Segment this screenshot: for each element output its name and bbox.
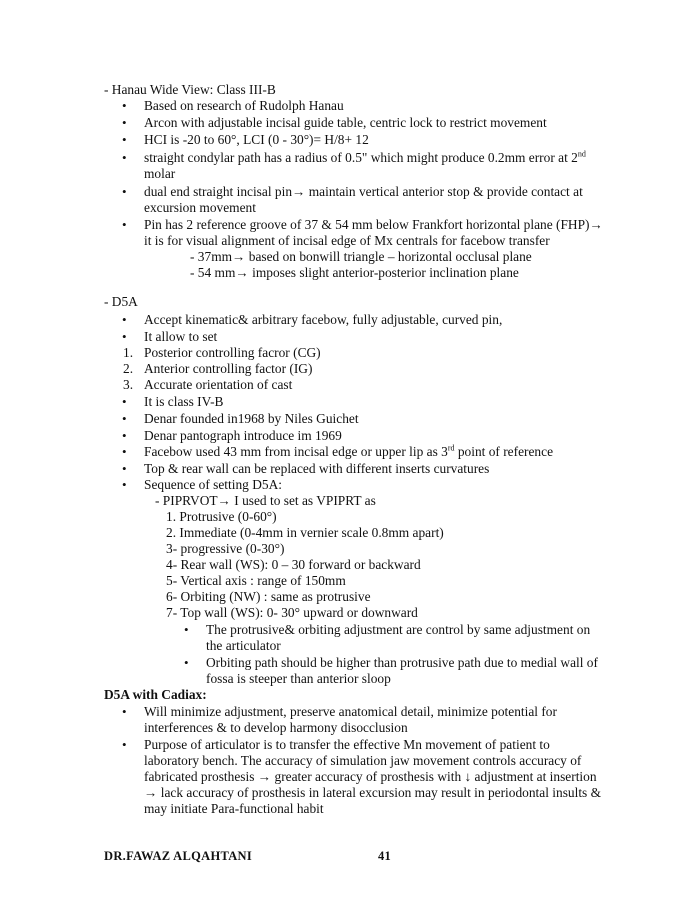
d5a-seq-3: 3- progressive (0-30°): [166, 541, 285, 556]
cadiax-bullet-2-cont-4: may initiate Para-functional habit: [144, 801, 324, 816]
hanau-bullet-6-cont: it is for visual alignment of incisal edge of Mx centrals for facebow transfer: [144, 233, 550, 248]
d5a-sub-bullet-2-cont: fossa is steeper than anterior sloop: [206, 671, 391, 686]
hanau-sub-54mm: - 54 mm→ imposes slight anterior-posterior inclination plane: [190, 265, 519, 280]
d5a-bullet-7: • Top & rear wall can be replaced with different inserts curvatures: [144, 461, 489, 477]
d5a-sequence-intro: - PIPRVOT→ I used to set as VPIPRT as: [155, 493, 376, 508]
d5a-sub-bullet-1-cont: the articulator: [206, 638, 281, 653]
d5a-number-1: 1.: [123, 345, 134, 360]
d5a-seq-4: 4- Rear wall (WS): 0 – 30 forward or backward: [166, 557, 421, 572]
d5a-bullet-4: • Denar founded in1968 by Niles Guichet: [144, 411, 359, 427]
d5a-seq-6: 6- Orbiting (NW) : same as protrusive: [166, 589, 371, 604]
d5a-bullet-2: • It allow to set: [144, 329, 217, 345]
d5a-bullet-3: • It is class IV-B: [144, 394, 223, 410]
d5a-item-2: Anterior controlling factor (IG): [144, 361, 313, 376]
hanau-bullet-4: • straight condylar path has a radius of 0.5" which might produce 0.2mm error at 2nd: [144, 150, 586, 166]
cadiax-bullet-2-cont-3: → lack accuracy of prosthesis in lateral excursion may result in periodontal insults &: [144, 785, 602, 800]
d5a-bullet-5: • Denar pantograph introduce im 1969: [144, 428, 342, 444]
footer-author: DR.FAWAZ ALQAHTANI: [104, 849, 253, 863]
hanau-sub-37mm: - 37mm→ based on bonwill triangle – horizontal occlusal plane: [190, 249, 532, 264]
hanau-bullet-1: • Based on research of Rudolph Hanau: [144, 98, 344, 114]
d5a-seq-7: 7- Top wall (WS): 0- 30° upward or downward: [166, 605, 418, 620]
d5a-seq-5: 5- Vertical axis : range of 150mm: [166, 573, 346, 588]
d5a-seq-1: 1. Protrusive (0-60°): [166, 509, 277, 524]
d5a-seq-2: 2. Immediate (0-4mm in vernier scale 0.8mm apart): [166, 525, 444, 540]
cadiax-heading: D5A with Cadiax:: [104, 687, 207, 702]
d5a-item-3: Accurate orientation of cast: [144, 377, 293, 392]
hanau-heading: - Hanau Wide View: Class III-B: [104, 82, 276, 97]
d5a-number-3: 3.: [123, 377, 134, 392]
cadiax-bullet-1: • Will minimize adjustment, preserve anatomical detail, minimize potential for: [144, 704, 557, 720]
d5a-bullet-6: • Facebow used 43 mm from incisal edge or upper lip as 3rd point of reference: [144, 444, 553, 460]
hanau-bullet-2: • Arcon with adjustable incisal guide table, centric lock to restrict movement: [144, 115, 547, 131]
d5a-number-2: 2.: [123, 361, 134, 376]
d5a-item-1: Posterior controlling facror (CG): [144, 345, 321, 360]
cadiax-bullet-1-cont: interferences & to develop harmony disocclusion: [144, 720, 408, 735]
d5a-sub-bullet-1: • The protrusive& orbiting adjustment are control by same adjustment on: [206, 622, 590, 638]
d5a-heading: - D5A: [104, 294, 138, 309]
d5a-bullet-8: • Sequence of setting D5A:: [144, 477, 282, 493]
cadiax-bullet-2: • Purpose of articulator is to transfer the effective Mn movement of patient to: [144, 737, 550, 753]
hanau-bullet-3: • HCI is -20 to 60°, LCI (0 - 30°)= H/8+ 12: [144, 132, 369, 148]
footer-page-number: 41: [378, 849, 392, 863]
hanau-bullet-6: • Pin has 2 reference groove of 37 & 54 mm below Frankfort horizontal plane (FHP)→: [144, 217, 603, 233]
cadiax-bullet-2-cont-2: fabricated prosthesis → greater accuracy of prosthesis with ↓ adjustment at insertion: [144, 769, 597, 784]
hanau-bullet-5: • dual end straight incisal pin→ maintain vertical anterior stop & provide contact at: [144, 184, 583, 200]
hanau-bullet-5-cont: excursion movement: [144, 200, 256, 215]
d5a-sub-bullet-2: • Orbiting path should be higher than protrusive path due to medial wall of: [206, 655, 598, 671]
d5a-bullet-1: • Accept kinematic& arbitrary facebow, fully adjustable, curved pin,: [144, 312, 502, 328]
cadiax-bullet-2-cont-1: laboratory bench. The accuracy of simulation jaw movement controls accuracy of: [144, 753, 582, 768]
hanau-bullet-4-cont: molar: [144, 166, 176, 181]
